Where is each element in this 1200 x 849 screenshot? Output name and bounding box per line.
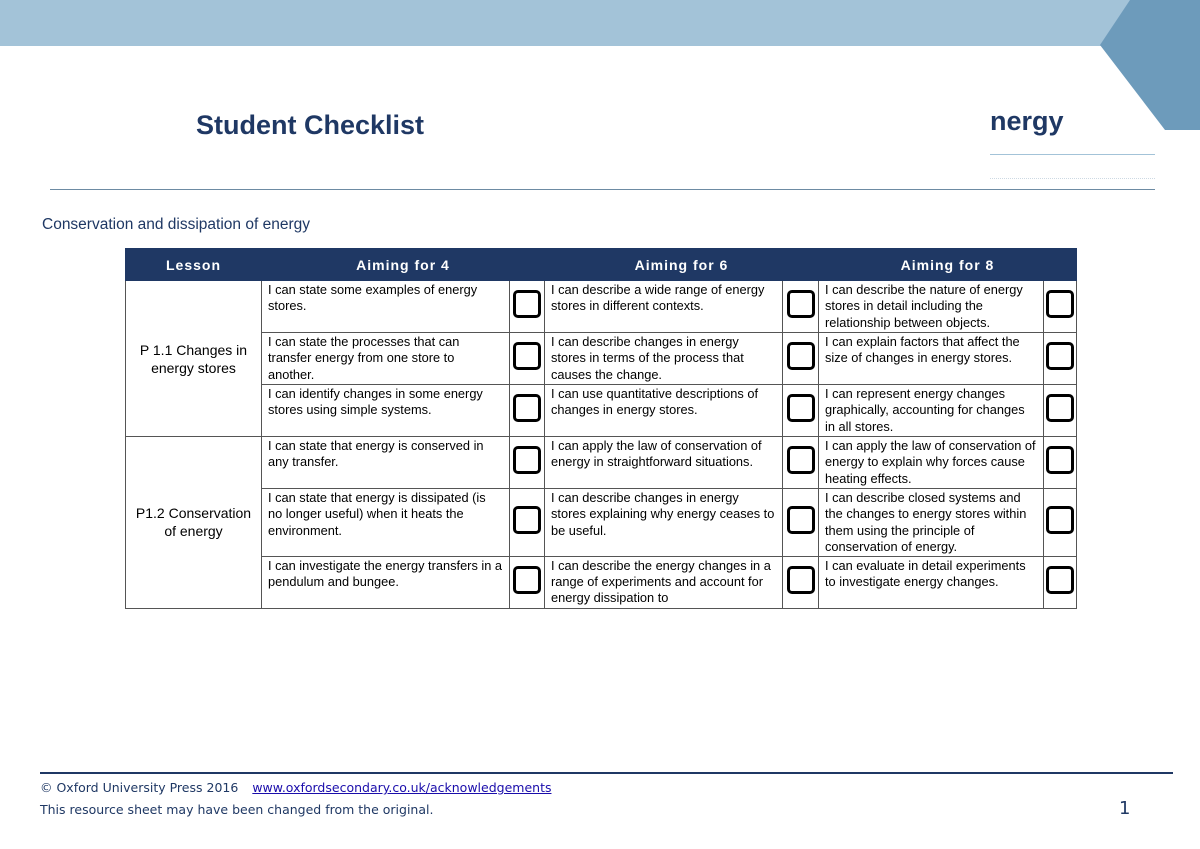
criterion-aiming-4: I can state that energy is conserved in any transfer. bbox=[262, 437, 510, 489]
criterion-aiming-8: I can explain factors that affect the size of changes in energy stores. bbox=[819, 333, 1044, 385]
checkbox[interactable] bbox=[513, 394, 541, 422]
title-divider bbox=[50, 189, 1155, 190]
criterion-aiming-6: I can describe a wide range of energy stores in different contexts. bbox=[545, 281, 783, 333]
checkbox[interactable] bbox=[513, 446, 541, 474]
table-row bbox=[126, 281, 1077, 333]
disclaimer: This resource sheet may have been changed from the original. bbox=[40, 802, 434, 817]
checkbox-cell[interactable] bbox=[1044, 489, 1077, 557]
checkbox-cell[interactable] bbox=[510, 385, 545, 437]
corner-decoration bbox=[1100, 0, 1200, 130]
criterion-aiming-8: I can represent energy changes graphically, accounting for changes in all stores. bbox=[819, 385, 1044, 437]
criterion-aiming-8: I can describe the nature of energy stores in detail including the relationship between objects. bbox=[819, 281, 1044, 333]
checkbox-cell[interactable] bbox=[510, 556, 545, 608]
checkbox[interactable] bbox=[513, 566, 541, 594]
criterion-aiming-4: I can identify changes in some energy stores using simple systems. bbox=[262, 385, 510, 437]
checkbox-cell[interactable] bbox=[783, 556, 819, 608]
checkbox[interactable] bbox=[1046, 446, 1074, 474]
criterion-aiming-4: I can state some examples of energy stores. bbox=[262, 281, 510, 333]
checkbox-cell[interactable] bbox=[783, 385, 819, 437]
section-subtitle: Conservation and dissipation of energy bbox=[42, 216, 310, 233]
checkbox[interactable] bbox=[787, 394, 815, 422]
checkbox-cell[interactable] bbox=[510, 333, 545, 385]
checkbox-cell[interactable] bbox=[783, 437, 819, 489]
page-title: Student Checklist bbox=[196, 110, 425, 140]
header-lesson: Lesson bbox=[126, 249, 262, 281]
criterion-aiming-8: I can describe closed systems and the changes to energy stores within them using the principle of conservation of energy. bbox=[819, 489, 1044, 557]
table-row bbox=[126, 385, 1077, 437]
checkbox[interactable] bbox=[1046, 506, 1074, 534]
criterion-aiming-6: I can describe the energy changes in a range of experiments and account for energy dissipation to bbox=[545, 556, 783, 608]
criterion-aiming-8: I can apply the law of conservation of energy to explain why forces cause heating effects. bbox=[819, 437, 1044, 489]
checkbox[interactable] bbox=[1046, 566, 1074, 594]
checkbox-cell[interactable] bbox=[510, 489, 545, 557]
table-header-row bbox=[126, 249, 1077, 281]
lesson-name: P 1.1 Changes in energy stores bbox=[126, 281, 262, 437]
lesson-name: P1.2 Conservation of energy bbox=[126, 437, 262, 609]
checkbox-cell[interactable] bbox=[510, 281, 545, 333]
criterion-aiming-6: I can describe changes in energy stores in terms of the process that causes the change. bbox=[545, 333, 783, 385]
table-row bbox=[126, 333, 1077, 385]
criterion-aiming-4: I can state that energy is dissipated (is no longer useful) when it heats the environment. bbox=[262, 489, 510, 557]
checkbox-cell[interactable] bbox=[783, 333, 819, 385]
checkbox-cell[interactable] bbox=[1044, 385, 1077, 437]
criterion-aiming-6: I can use quantitative descriptions of changes in energy stores. bbox=[545, 385, 783, 437]
criterion-aiming-4: I can state the processes that can transfer energy from one store to another. bbox=[262, 333, 510, 385]
header-aiming-6: Aiming for 6 bbox=[545, 249, 819, 281]
checkbox-cell[interactable] bbox=[1044, 437, 1077, 489]
checkbox-cell[interactable] bbox=[1044, 281, 1077, 333]
checkbox[interactable] bbox=[787, 506, 815, 534]
brand-title: nergy bbox=[990, 106, 1064, 136]
criterion-aiming-6: I can describe changes in energy stores explaining why energy ceases to be useful. bbox=[545, 489, 783, 557]
criterion-aiming-8: I can evaluate in detail experiments to investigate energy changes. bbox=[819, 556, 1044, 608]
criterion-aiming-6: I can apply the law of conservation of energy in straightforward situations. bbox=[545, 437, 783, 489]
checkbox-cell[interactable] bbox=[1044, 556, 1077, 608]
checkbox[interactable] bbox=[1046, 342, 1074, 370]
table-row bbox=[126, 437, 1077, 489]
brand-divider bbox=[990, 154, 1155, 155]
checkbox-cell[interactable] bbox=[510, 437, 545, 489]
brand-dotted-line bbox=[990, 178, 1155, 180]
copyright bbox=[40, 780, 551, 795]
checkbox-cell[interactable] bbox=[1044, 333, 1077, 385]
footer-divider bbox=[40, 772, 1173, 774]
table-row bbox=[126, 489, 1077, 557]
acknowledgements-link[interactable]: www.oxfordsecondary.co.uk/acknowledgements bbox=[252, 780, 552, 795]
criterion-aiming-4: I can investigate the energy transfers in a pendulum and bungee. bbox=[262, 556, 510, 608]
header-aiming-8: Aiming for 8 bbox=[819, 249, 1077, 281]
checkbox[interactable] bbox=[787, 566, 815, 594]
checkbox-cell[interactable] bbox=[783, 489, 819, 557]
checkbox[interactable] bbox=[787, 290, 815, 318]
checklist-table bbox=[125, 248, 1077, 609]
checkbox[interactable] bbox=[787, 446, 815, 474]
checkbox[interactable] bbox=[1046, 394, 1074, 422]
checkbox[interactable] bbox=[787, 342, 815, 370]
header-bar bbox=[0, 0, 1200, 46]
checkbox[interactable] bbox=[513, 342, 541, 370]
checkbox-cell[interactable] bbox=[783, 281, 819, 333]
copyright-text: © Oxford University Press 2016 bbox=[40, 780, 239, 795]
table-row bbox=[126, 556, 1077, 608]
checkbox[interactable] bbox=[513, 290, 541, 318]
checkbox[interactable] bbox=[1046, 290, 1074, 318]
header-aiming-4: Aiming for 4 bbox=[262, 249, 545, 281]
checkbox[interactable] bbox=[513, 506, 541, 534]
page-number: 1 bbox=[1119, 798, 1131, 819]
